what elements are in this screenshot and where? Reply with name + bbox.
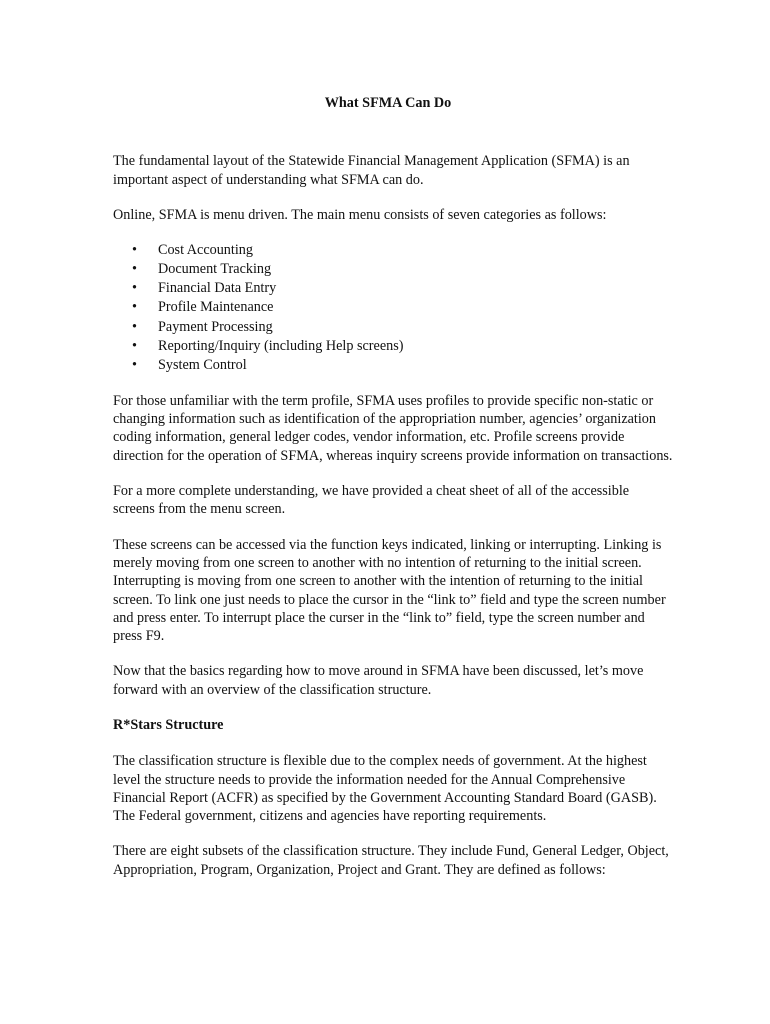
bullet-icon: • [132, 299, 137, 316]
paragraph-profiles: For those unfamiliar with the term profile, SFMA uses profiles to provide specific non-static or changing information such as identification of the appropriation number, agencies’ organization coding information, general ledger codes, vendor information, etc. Profile screens provide direction for the operation of SFMA, whereas inquiry screens provide information on transactions. [113, 392, 673, 464]
list-item: • Profile Maintenance [113, 298, 673, 317]
paragraph-overview: Now that the basics regarding how to move around in SFMA have been discussed, let’s move forward with an overview of the classification structure. [113, 663, 644, 698]
document-page [113, 94, 673, 896]
paragraph-cheat-sheet: For a more complete understanding, we have provided a cheat sheet of all of the accessible screens from the menu screen. [113, 483, 630, 518]
list-item: • Cost Accounting [113, 241, 673, 260]
page-title: What SFMA Can Do [324, 95, 452, 111]
bullet-icon: • [132, 337, 137, 354]
paragraph-intro: The fundamental layout of the Statewide Financial Management Application (SFMA) is an important aspect of understanding what SFMA can do. [113, 153, 630, 188]
paragraph-subsets: There are eight subsets of the classification structure. They include Fund, General Ledger, Object, Appropriation, Program, Organization, Project and Grant. They are defined as follows: [113, 843, 669, 878]
paragraph-menu-driven: Online, SFMA is menu driven. The main menu consists of seven categories as follows: [113, 206, 607, 223]
bullet-icon: • [132, 280, 137, 297]
list-item: • Reporting/Inquiry (including Help screens) [113, 337, 673, 356]
section-heading: R*Stars Structure [113, 717, 224, 733]
list-item: • System Control [113, 356, 673, 375]
list-item: • Payment Processing [113, 318, 673, 337]
list-item: • Financial Data Entry [113, 279, 673, 298]
bullet-icon: • [132, 318, 137, 335]
paragraph-classification: The classification structure is flexible due to the complex needs of government. At the highest level the structure needs to provide the information needed for the Annual Comprehensive Financial Report (ACFR) as specified by the Government Accounting Standard Board (GASB). The Federal government, citizens and agencies have reporting requirements. [113, 753, 657, 825]
bullet-icon: • [132, 242, 137, 259]
paragraph-linking: These screens can be accessed via the function keys indicated, linking or interrupting. Linking is merely moving from one screen to another with no intention of returning to the initial screen. Interrupting is moving from one screen to another with the intention of returning to the initial screen. To link one just needs to place the cursor in the “link to” field and type the screen number and press enter. To interrupt place the curser in the “link to” field, type the screen number and press F9. [113, 536, 666, 645]
menu-category-list [113, 241, 673, 375]
bullet-icon: • [132, 261, 137, 278]
bullet-icon: • [132, 356, 137, 373]
list-item: • Document Tracking [113, 260, 673, 279]
